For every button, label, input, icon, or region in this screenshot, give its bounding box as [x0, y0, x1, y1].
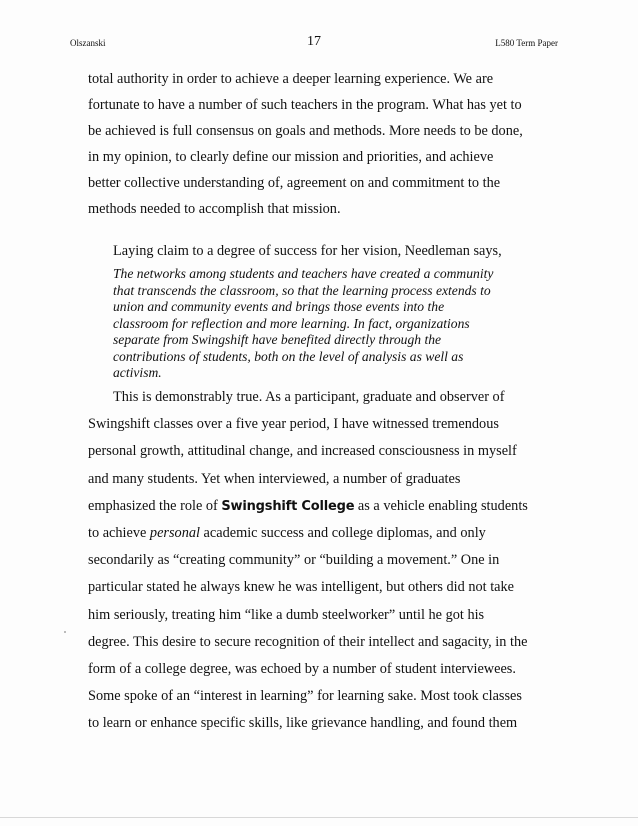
paragraph-1-line: be achieved is full consensus on goals and methods. More needs to be done, — [88, 123, 523, 139]
quote-line: activism. — [113, 365, 162, 380]
paragraph-3-line: Swingshift classes over a five year period, I have witnessed tremendous — [88, 416, 499, 433]
quote-line: classroom for reflection and more learning. In fact, organizations — [113, 315, 470, 331]
paragraph-2-line: Laying claim to a degree of success for her vision, Needleman says, — [113, 243, 502, 259]
paragraph-1-line: total authority in order to achieve a deeper learning experience. We are — [88, 71, 494, 87]
scan-speck — [64, 631, 66, 633]
paragraph-1-line: methods needed to accomplish that mission. — [88, 201, 341, 217]
line-text: as a vehicle enabling students — [354, 497, 528, 514]
header-author: Olszanski — [70, 38, 106, 48]
quote-line: separate from Swingshift have benefited directly through the — [113, 332, 442, 347]
paragraph-2 — [113, 238, 589, 264]
paragraph-3-line: personal growth, attitudinal change, and increased consciousness in myself — [88, 443, 517, 460]
paragraph-1-line: better collective understanding of, agreement on and commitment to the — [88, 175, 501, 191]
quote-line: union and community events and brings those events into the — [113, 299, 445, 314]
paragraph-1 — [88, 66, 564, 222]
paragraph-3-line: Some spoke of an “interest in learning” for learning sake. Most took classes — [88, 688, 522, 705]
paragraph-3-line: to learn or enhance specific skills, like grievance handling, and found them — [88, 715, 518, 732]
paragraph-1-line: fortunate to have a number of such teachers in the program. What has yet to — [88, 97, 522, 113]
header-page-number: 17 — [307, 34, 321, 49]
page-header — [70, 34, 558, 54]
quote-line: that transcends the classroom, so that the learning process extends to — [113, 282, 491, 298]
paragraph-3 — [88, 384, 564, 738]
line-text: to achieve — [88, 525, 150, 542]
paragraph-3-line: This is demonstrably true. As a participant, graduate and observer of — [113, 389, 505, 405]
header-course: L580 Term Paper — [495, 38, 558, 48]
paragraph-3-line: secondarily as “creating community” or “building a movement.” One in — [88, 552, 500, 569]
quote-line: contributions of students, both on the level of analysis as well as — [113, 348, 464, 364]
paragraph-3-line — [88, 520, 564, 547]
block-quote — [113, 266, 573, 382]
paragraph-3-line — [88, 493, 564, 520]
line-text: emphasized the role of — [88, 497, 222, 514]
emphasis-personal: personal — [149, 525, 200, 542]
page-bottom-edge — [0, 817, 638, 818]
paragraph-3-line: degree. This desire to secure recognition of their intellect and sagacity, in the — [88, 633, 528, 650]
line-text: academic success and college diplomas, and only — [199, 525, 486, 542]
paragraph-1-line: in my opinion, to clearly define our mission and priorities, and achieve — [88, 149, 494, 165]
quote-line: The networks among students and teachers have created a community — [113, 266, 494, 281]
paragraph-3-line: him seriously, treating him “like a dumb steelworker” until he got his — [88, 606, 485, 623]
paragraph-3-line: particular stated he always knew he was intelligent, but others did not take — [88, 579, 515, 596]
paragraph-3-line: form of a college degree, was echoed by a number of student interviewees. — [88, 661, 516, 678]
college-name-highlight: Swingshift College — [221, 498, 355, 514]
paragraph-3-line: and many students. Yet when interviewed, a number of graduates — [88, 470, 461, 487]
